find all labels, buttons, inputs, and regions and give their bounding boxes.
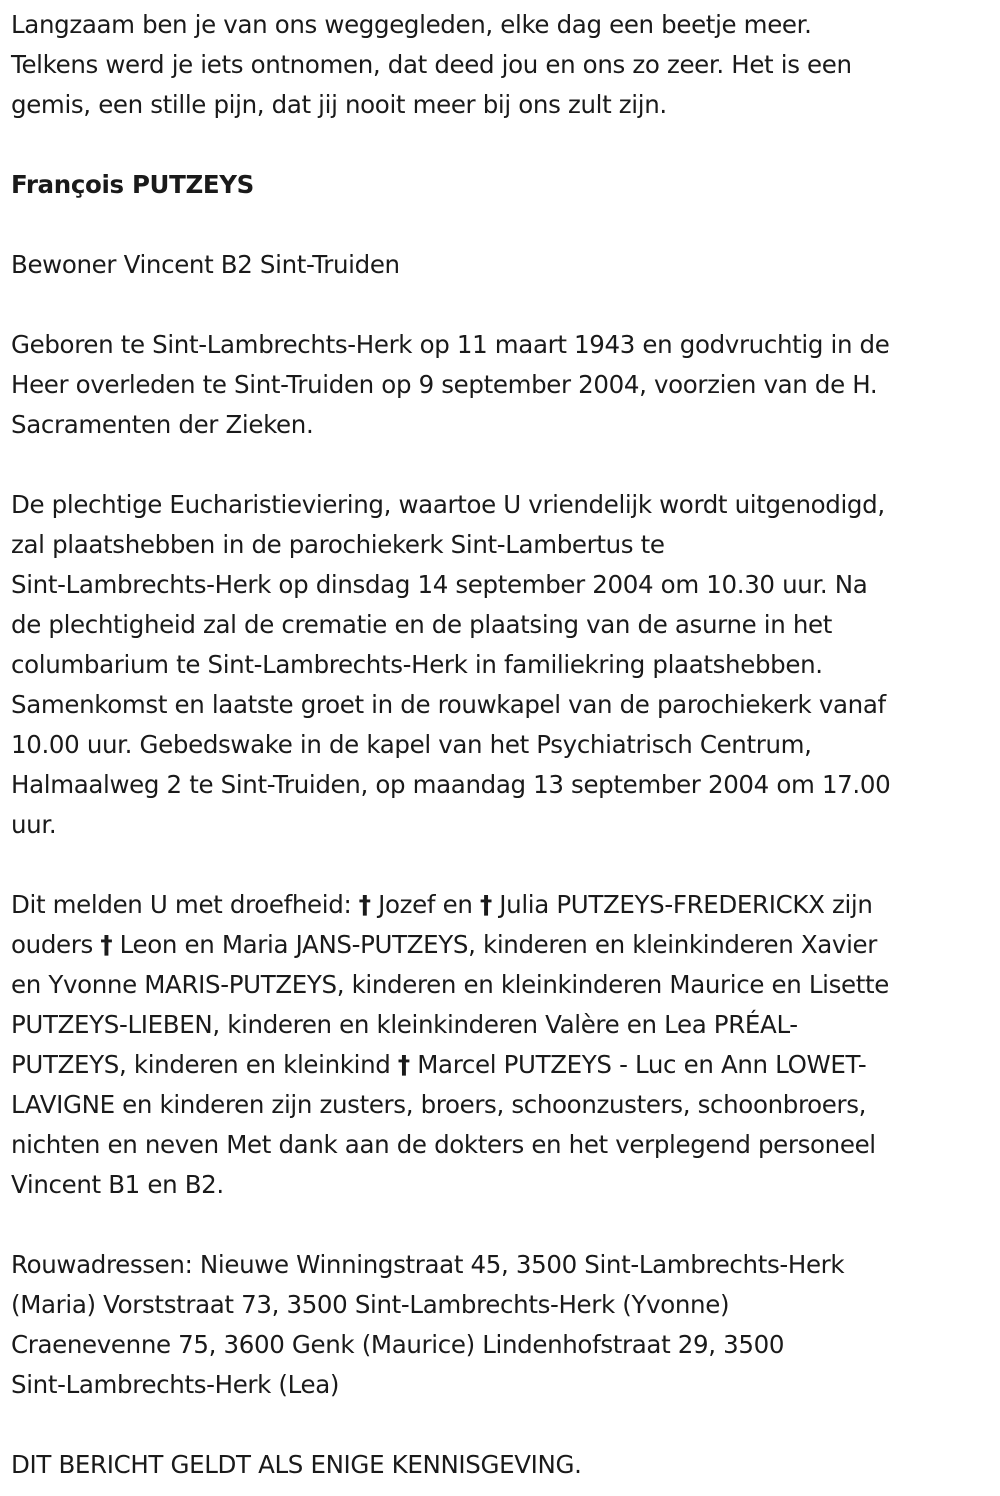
cross-icon: † bbox=[479, 890, 492, 919]
ceremony-line: Halmaalweg 2 te Sint-Truiden, op maandag 13 september 2004 om 17.00 bbox=[11, 770, 891, 799]
poem bbox=[11, 5, 990, 125]
family-line: en Yvonne MARIS-PUTZEYS, kinderen en kleinkinderen Maurice en Lisette bbox=[11, 970, 889, 999]
birth-death-line: Geboren te Sint-Lambrechts-Herk op 11 maart 1943 en godvruchtig in de bbox=[11, 330, 890, 359]
ceremony-line: 10.00 uur. Gebedswake in de kapel van het Psychiatrisch Centrum, bbox=[11, 730, 812, 759]
ceremony-paragraph bbox=[11, 485, 990, 845]
birth-death-line: Heer overleden te Sint-Truiden op 9 september 2004, voorzien van de H. bbox=[11, 370, 878, 399]
birth-death-paragraph bbox=[11, 325, 990, 445]
family-text: ouders bbox=[11, 930, 101, 959]
notice: DIT BERICHT GELDT ALS ENIGE KENNISGEVING. bbox=[11, 1450, 582, 1479]
family-line bbox=[11, 885, 990, 925]
family-line: nichten en neven Met dank aan de dokters en het verplegend personeel bbox=[11, 1130, 876, 1159]
ceremony-line: columbarium te Sint-Lambrechts-Herk in familiekring plaatshebben. bbox=[11, 650, 823, 679]
family-text: Julia PUTZEYS-FREDERICKX zijn bbox=[491, 890, 873, 919]
address-line: (Maria) Vorststraat 73, 3500 Sint-Lambrechts-Herk (Yvonne) bbox=[11, 1290, 730, 1319]
deceased-name: François PUTZEYS bbox=[11, 170, 254, 199]
family-line: LAVIGNE en kinderen zijn zusters, broers, schoonzusters, schoonbroers, bbox=[11, 1090, 867, 1119]
family-text: Dit melden U met droefheid: bbox=[11, 890, 359, 919]
ceremony-line: Sint-Lambrechts-Herk op dinsdag 14 september 2004 om 10.30 uur. Na bbox=[11, 570, 868, 599]
ceremony-line: De plechtige Eucharistieviering, waartoe U vriendelijk wordt uitgenodigd, bbox=[11, 490, 885, 519]
cross-icon: † bbox=[358, 890, 371, 919]
ceremony-line: de plechtigheid zal de crematie en de plaatsing van de asurne in het bbox=[11, 610, 833, 639]
poem-line: Telkens werd je iets ontnomen, dat deed jou en ons zo zeer. Het is een bbox=[11, 50, 852, 79]
ceremony-line: uur. bbox=[11, 810, 57, 839]
family-text: Jozef en bbox=[370, 890, 480, 919]
poem-line: gemis, een stille pijn, dat jij nooit meer bij ons zult zijn. bbox=[11, 90, 667, 119]
address-line: Craenevenne 75, 3600 Genk (Maurice) Lindenhofstraat 29, 3500 bbox=[11, 1330, 785, 1359]
family-line bbox=[11, 1045, 990, 1085]
family-text: Leon en Maria JANS-PUTZEYS, kinderen en kleinkinderen Xavier bbox=[112, 930, 877, 959]
cross-icon: † bbox=[100, 930, 113, 959]
cross-icon: † bbox=[397, 1050, 410, 1079]
addresses-paragraph bbox=[11, 1245, 990, 1405]
family-line bbox=[11, 925, 990, 965]
family-line: PUTZEYS-LIEBEN, kinderen en kleinkinderen Valère en Lea PRÉAL- bbox=[11, 1010, 798, 1039]
ceremony-line: zal plaatshebben in de parochiekerk Sint-Lambertus te bbox=[11, 530, 665, 559]
family-paragraph bbox=[11, 885, 990, 1205]
family-text: Marcel PUTZEYS - Luc en Ann LOWET- bbox=[409, 1050, 867, 1079]
birth-death-line: Sacramenten der Zieken. bbox=[11, 410, 314, 439]
family-text: PUTZEYS, kinderen en kleinkind bbox=[11, 1050, 398, 1079]
poem-line: Langzaam ben je van ons weggegleden, elke dag een beetje meer. bbox=[11, 10, 812, 39]
ceremony-line: Samenkomst en laatste groet in de rouwkapel van de parochiekerk vanaf bbox=[11, 690, 886, 719]
address-line: Sint-Lambrechts-Herk (Lea) bbox=[11, 1370, 340, 1399]
residence: Bewoner Vincent B2 Sint-Truiden bbox=[11, 250, 400, 279]
address-line: Rouwadressen: Nieuwe Winningstraat 45, 3500 Sint-Lambrechts-Herk bbox=[11, 1250, 845, 1279]
family-line: Vincent B1 en B2. bbox=[11, 1170, 224, 1199]
